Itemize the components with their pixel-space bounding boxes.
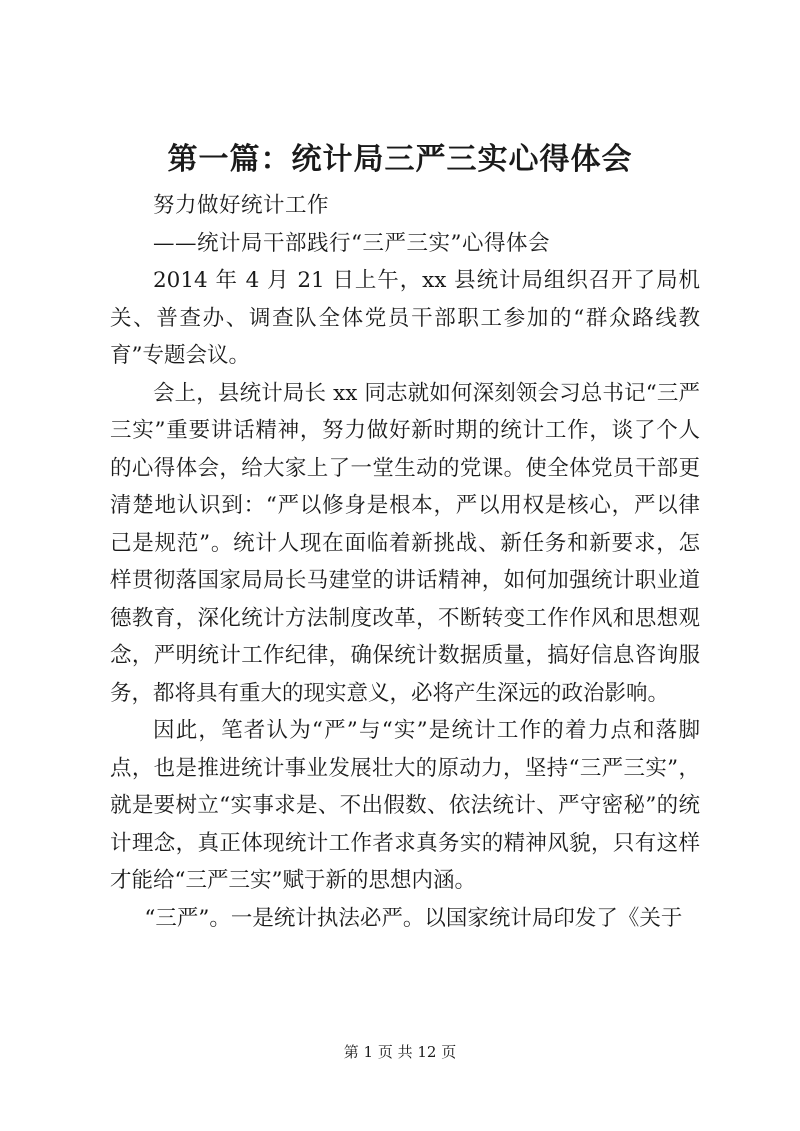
document-body xyxy=(110,187,700,937)
subtitle-line-1: 努力做好统计工作 xyxy=(153,193,330,218)
body-paragraph: 2014 年 4 月 21 日上午，xx 县统计局组织召开了局机关、普查办、调查队全体党员干部职工参加的“群众路线教育”专题会议。 xyxy=(110,268,700,368)
body-paragraph: “三严”。一是统计执法必严。以国家统计局印发了《关于 xyxy=(144,905,683,931)
document-title: 第一篇：统计局三严三实心得体会 xyxy=(167,142,633,177)
body-paragraph: 会上，县统计局长 xx 同志就如何深刻领会习总书记“三严三实”重要讲话精神，努力做好新时期的统计工作，谈了个人的心得体会，给大家上了一堂生动的党课。使全体党员干部更清楚地认识到：“严以修身是根本，严以用权是核心，严以律己是规范”。统计人现在面临着新挑战、新任务和新要求，怎样贯彻落国家局局长马建堂的讲话精神，如何加强统计职业道德教育，深化统计方法制度改革，不断转变工作作风和思想观念，严明统计工作纪律，确保统计数据质量，搞好信息咨询服务，都将具有重大的现实意义，必将产生深远的政治影响。 xyxy=(110,380,700,706)
page-footer: 第 1 页 共 12 页 xyxy=(343,1043,457,1061)
subtitle-line-2: ——统计局干部践行“三严三实”心得体会 xyxy=(153,230,550,256)
body-paragraph: 因此，笔者认为“严”与“实”是统计工作的着力点和落脚点，也是推进统计事业发展壮大的原动力，坚持“三严三实”，就是要树立“实事求是、不出假数、依法统计、严守密秘”的统计理念，真正体现统计工作者求真务实的精神风貌，只有这样才能给“三严三实”赋于新的思想内涵。 xyxy=(110,718,700,893)
